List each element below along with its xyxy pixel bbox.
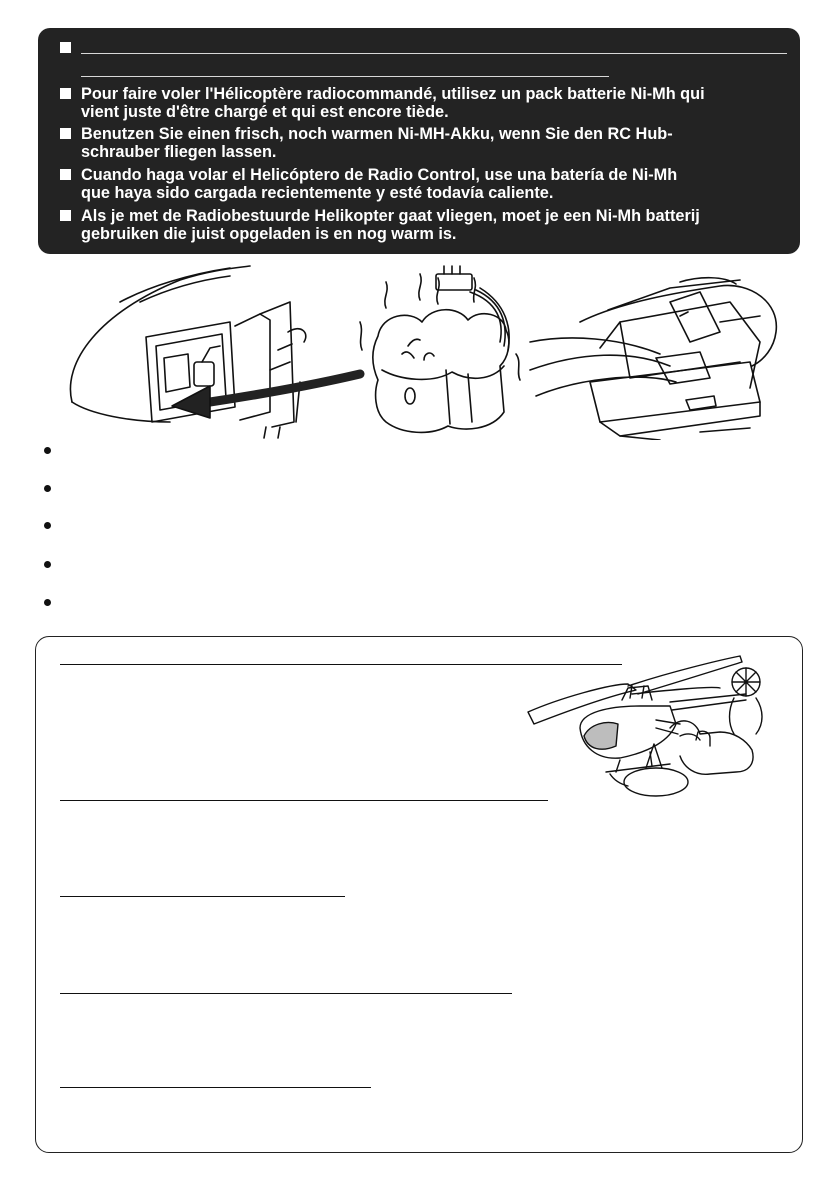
warning-bullet-nl bbox=[60, 210, 71, 221]
panel-rule-4 bbox=[60, 993, 512, 994]
warning-bullet-es bbox=[60, 169, 71, 180]
warning-es-line-1: Cuando haga volar el Helicóptero de Radio Control, use una batería de Ni-Mh bbox=[81, 166, 678, 184]
bullet-dot-1 bbox=[44, 447, 51, 454]
panel-rule-2 bbox=[60, 800, 548, 801]
warning-de-line-1: Benutzen Sie einen frisch, noch warmen Ni-MH-Akku, wenn Sie den RC Hub- bbox=[81, 125, 673, 143]
warm-battery-pack-illustration bbox=[360, 266, 520, 432]
battery-illustrations bbox=[60, 262, 800, 440]
charger-illustration bbox=[530, 278, 776, 440]
blank-rule-1 bbox=[81, 53, 787, 54]
bullet-dot-3 bbox=[44, 522, 51, 529]
warning-bullet-blank bbox=[60, 42, 71, 53]
warning-bullet-de bbox=[60, 128, 71, 139]
warning-bullet-fr bbox=[60, 88, 71, 99]
warning-fr-line-2: vient juste d'être chargé et qui est encore tiède. bbox=[81, 103, 449, 121]
warning-es-line-2: que haya sido cargada recientemente y esté todavía caliente. bbox=[81, 184, 554, 202]
panel-rule-5 bbox=[60, 1087, 371, 1088]
warning-fr-line-1: Pour faire voler l'Hélicoptère radiocommandé, utilisez un pack batterie Ni-Mh qui bbox=[81, 85, 705, 103]
warning-de-line-2: schrauber fliegen lassen. bbox=[81, 143, 277, 161]
helicopter-hand-illustration bbox=[520, 640, 772, 800]
bullet-dot-4 bbox=[44, 561, 51, 568]
blank-rule-2 bbox=[81, 76, 609, 77]
canopy-battery-compartment-illustration bbox=[70, 266, 360, 438]
bullet-dot-2 bbox=[44, 485, 51, 492]
warning-nl-line-2: gebruiken die juist opgeladen is en nog warm is. bbox=[81, 225, 457, 243]
warning-nl-line-1: Als je met de Radiobestuurde Helikopter gaat vliegen, moet je een Ni-Mh batterij bbox=[81, 207, 700, 225]
panel-rule-3 bbox=[60, 896, 345, 897]
bullet-dot-5 bbox=[44, 599, 51, 606]
